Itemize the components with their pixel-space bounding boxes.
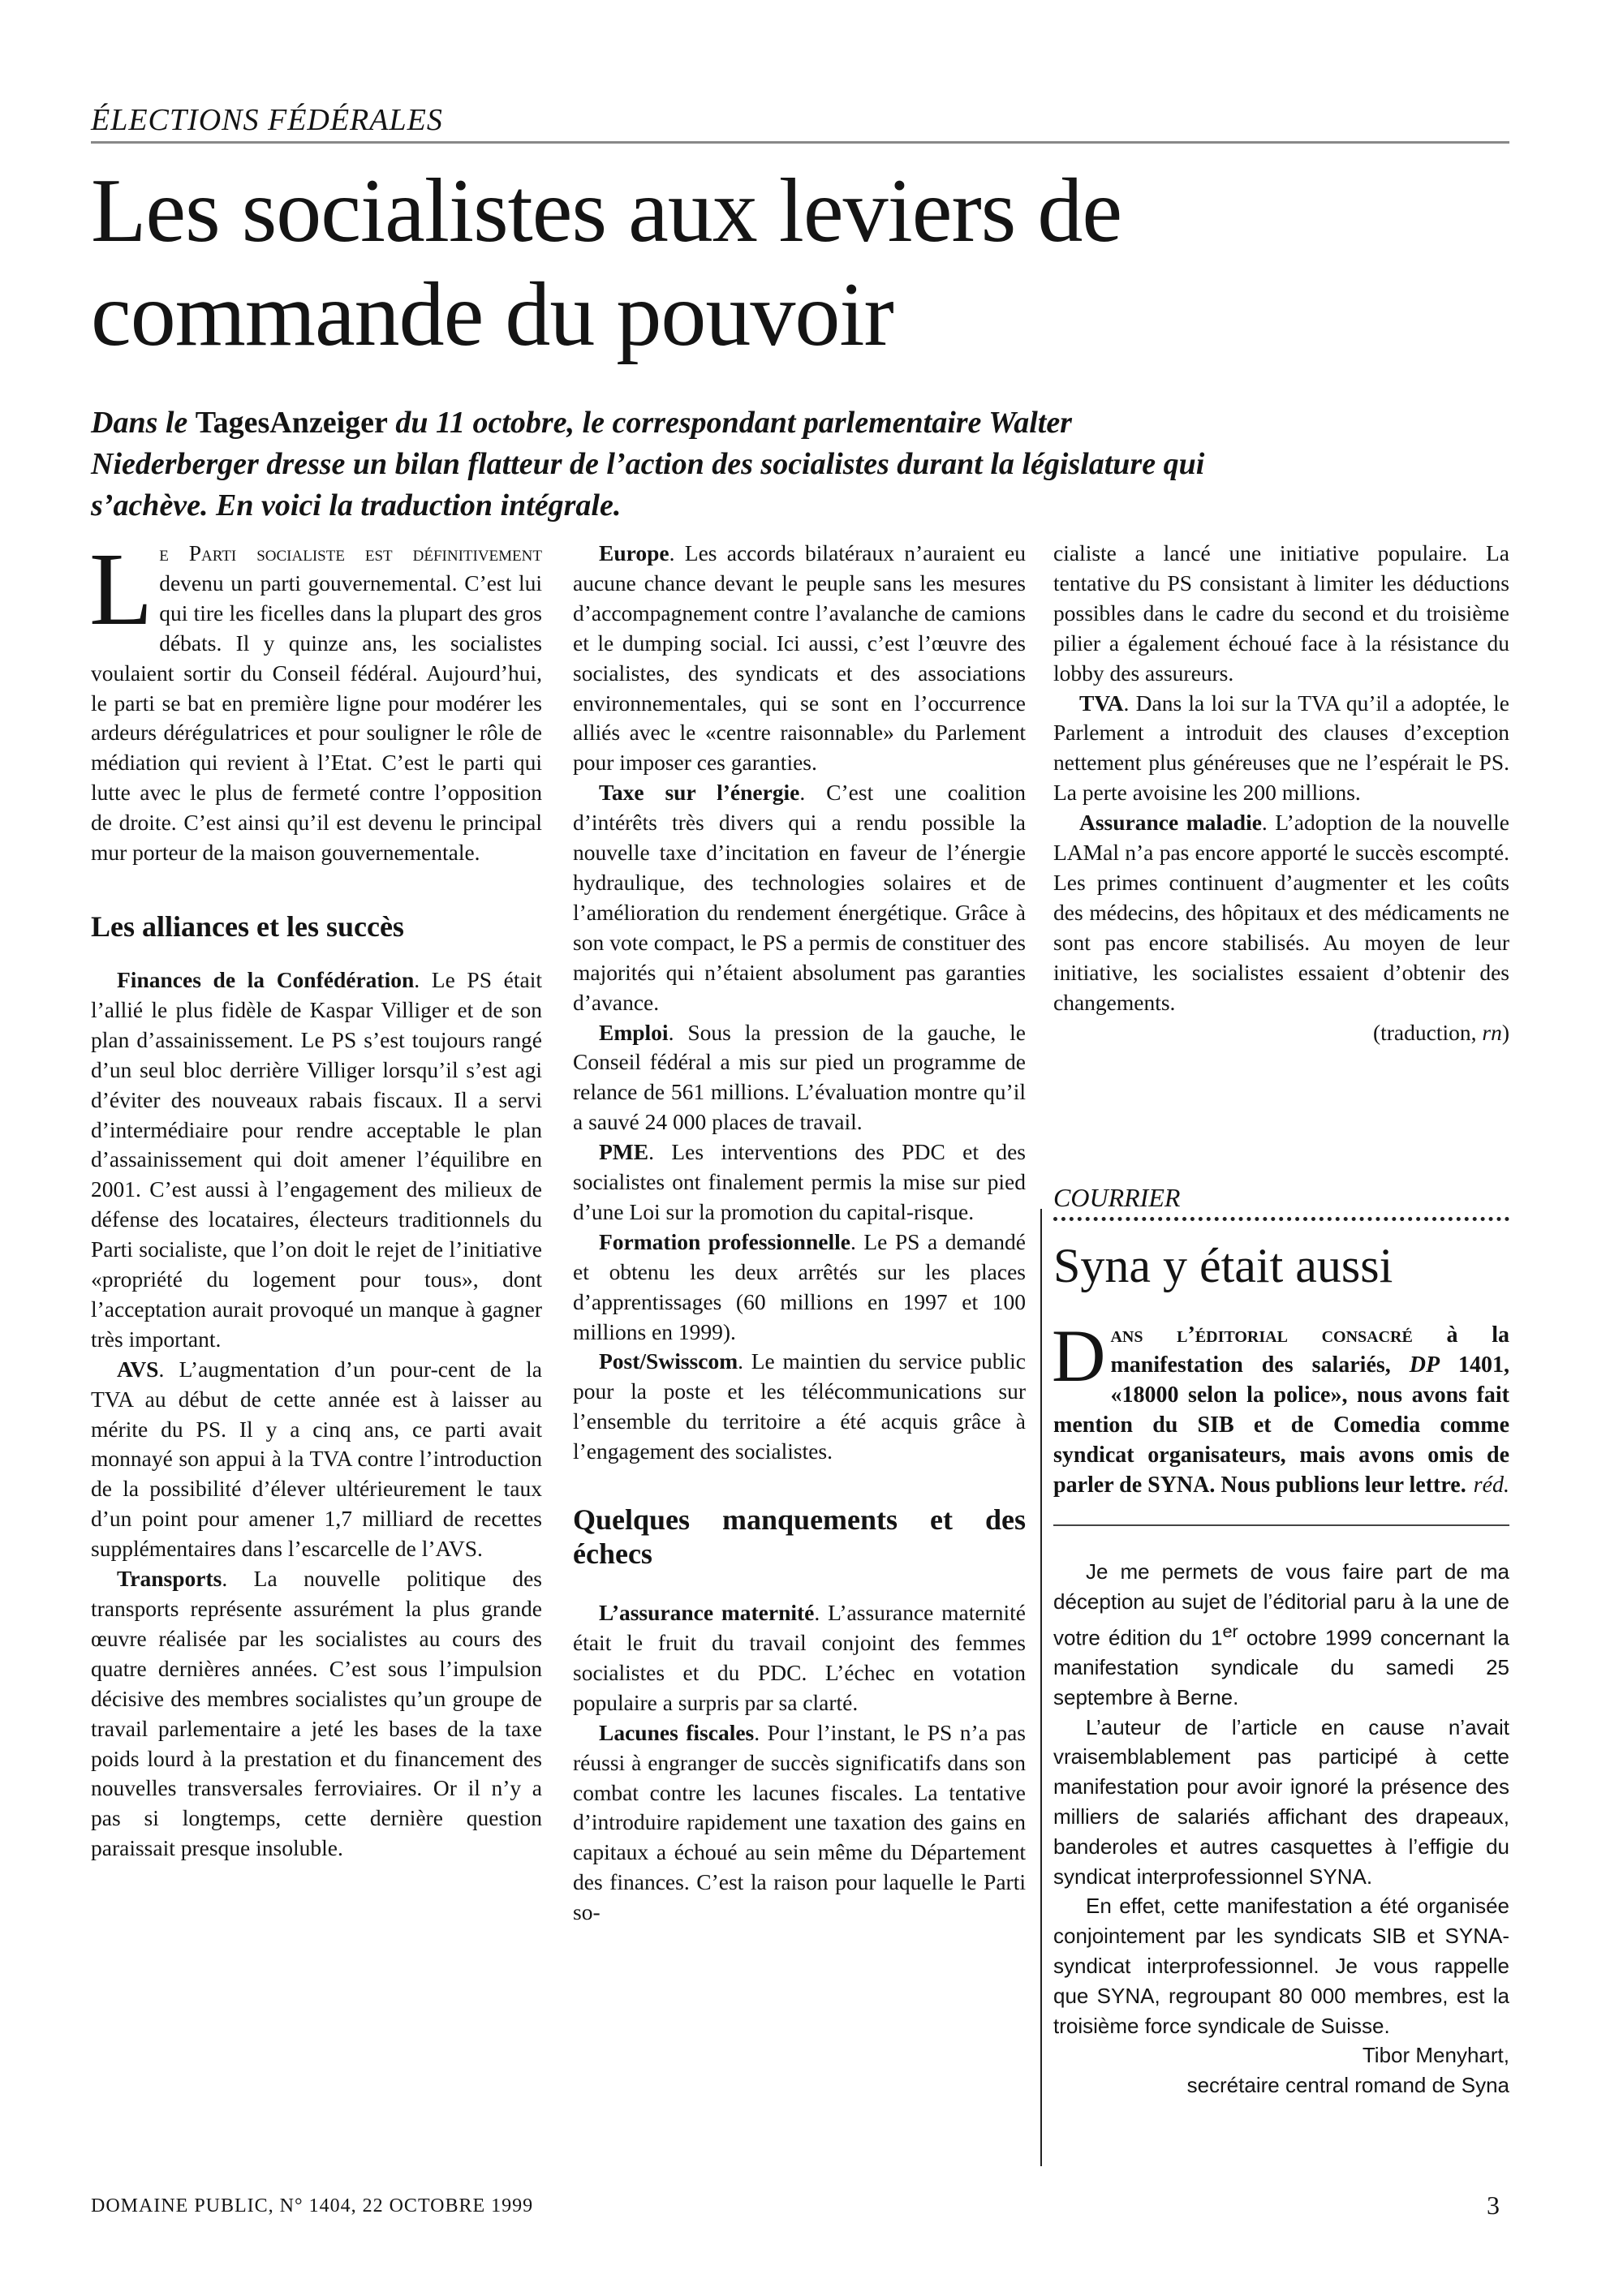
courrier-kicker: COURRIER <box>1053 1181 1509 1221</box>
letter-text: Je me permets de vous faire part de ma déception au sujet de l’éditorial paru à la une de votre édition du 1 <box>1053 1559 1509 1650</box>
item-text: . Pour l’instant, le PS n’a pas réussi à engranger de succès significatifs dans son combat contre les lacunes fiscales. La tentative d’introduire rapidement une taxation des gains en capitaux a échoué au sein même du Département des finances. C’est la raison pour laquelle le Parti so- <box>573 1719 1026 1925</box>
article-lead <box>91 402 1243 527</box>
item-text: . La nouvelle politique des transports représente assurément la plus grande œuvre réalisée par les socialistes au cours des quatre dernières années. C’est sous l’impulsion décisive des membres socialistes qu’un groupe de travail parlementaire a jeté les bases de la taxe poids lourd à la prestation et du financement des nouvelles transversales ferroviaires. Or il n’y a pas si longtemps, cette dernière question paraissait presque insoluble. <box>91 1566 542 1861</box>
item-formation <box>573 1228 1026 1348</box>
continuation-paragraph: cialiste a lancé une initiative populaire. La tentative du PS consistant à limiter les déductions possibles dans le cadre du second et du troisième pilier a également échoué face à la résistance du lobby des assureurs. <box>1053 540 1509 686</box>
lead-part-2: du 11 octobre, le correspondant parlementaire Walter Niederberger dresse un bilan flatteur de l’action des socialistes durant la législature qui s’achève. En voici la traduction intégrale. <box>91 406 1205 522</box>
intro-paragraph <box>89 531 542 868</box>
courrier-smallcaps: ans l’éditorial consacré <box>1110 1322 1413 1348</box>
item-keyword: Transports <box>117 1566 222 1592</box>
item-maladie <box>1053 808 1509 1017</box>
item-keyword: L’assurance maternité <box>599 1600 815 1626</box>
item-text: . L’assurance maternité était le fruit du travail conjoint des femmes socialistes et du PDC. L’échec en votation populaire a surpris par sa clarté. <box>573 1600 1026 1715</box>
item-text: . Le PS a demandé et obtenu les deux arrêtés sur les places d’apprentissages (60 millions en 1997 et 100 millions en 1999). <box>573 1228 1026 1344</box>
item-post <box>573 1347 1026 1467</box>
title-line-2: commande du pouvoir <box>91 264 893 365</box>
credit-initials: rn <box>1482 1019 1502 1045</box>
courrier-intro-text-2: 1401, «18000 selon la police», nous avons fait mention du SIB et de Comedia comme syndicat organisateurs, mais avons omis de parler de SYNA. Nous publions leur lettre. <box>1053 1352 1509 1498</box>
item-keyword: AVS <box>117 1356 159 1382</box>
footer-publication: DOMAINE PUBLIC, N° 1404, 22 OCTOBRE 1999 <box>91 2195 534 2216</box>
item-text: . Les interventions des PDC et des socialistes ont finalement permis la mise sur pied d’une Loi sur la promotion du capital-risque. <box>573 1139 1026 1224</box>
letter-paragraph-1 <box>1053 1557 1509 1713</box>
item-text: . L’augmentation d’un pour-cent de la TVA au début de cette année est à laisser au mérite du PS. Il y a cinq ans, ce parti avait monnayé son appui à la TVA contre l’introduction de la possibilité d’élever ultérieurement le taux d’un point pour amener 1,7 milliard de recettes supplémentaires dans l’escarcelle de l’AVS. <box>91 1356 542 1562</box>
item-text: . Dans la loi sur la TVA qu’il a adoptée, le Parlement a introduit des clauses d’exception nettement plus généreuses que ne l’espérait le PS. La perte avoisine les 200 millions. <box>1053 690 1509 806</box>
lead-part-1: Dans le <box>91 406 196 440</box>
column-rule <box>1040 1209 1042 2166</box>
lead-publication: TagesAnzeiger <box>195 406 388 440</box>
item-keyword: Finances de la Confédération <box>117 966 415 992</box>
section-heading-successes: Les alliances et les succès <box>91 909 404 943</box>
letter-paragraph-3: En effet, cette manifestation a été organisée conjointement par les syndicats SIB et SYNA-syndicat interprofessionnel. Je vous rappelle que SYNA, regroupant 80 000 membres, est la troisième force syndicale de Suisse. <box>1053 1894 1509 2038</box>
drop-cap: L <box>89 531 153 647</box>
item-text: . C’est une coalition d’intérêts très divers qui a rendu possible la nouvelle taxe d’incitation en faveur de l’énergie hydraulique, des technologies solaires et de l’amélioration du rendement énergétique. Grâce à son vote compact, le PS a permis de constituer des majorités qui n’étaient absolument pas garanties d’avance. <box>573 780 1026 1015</box>
letter-paragraph-2: L’auteur de l’article en cause n’avait vraisemblablement pas participé à cette manifestation pour avoir ignoré la présence des milliers de salariés affichant des drapeaux, banderoles et autres casquettes à l’effigie du syndicat interprofessionnel SYNA. <box>1053 1714 1509 1889</box>
article-title <box>91 159 1519 367</box>
item-tva <box>1053 689 1509 809</box>
column-3 <box>1053 539 1509 1047</box>
intro-smallcaps: e Parti socialiste est définitivement <box>159 540 542 565</box>
courrier-section <box>1053 1181 1509 2100</box>
item-keyword: Emploi <box>599 1019 669 1045</box>
item-emploi <box>573 1018 1026 1138</box>
page-number: 3 <box>1487 2191 1500 2220</box>
item-europe <box>573 539 1026 778</box>
courrier-intro-text: à la manifestation des salariés, <box>1110 1322 1509 1378</box>
title-line-1: Les socialistes aux leviers de <box>91 161 1122 261</box>
item-lacunes <box>573 1718 1026 1928</box>
courrier-drop-cap: D <box>1052 1314 1106 1397</box>
letter-sup: er <box>1222 1620 1238 1641</box>
reader-letter <box>1053 1557 1509 2100</box>
letter-text-2: octobre 1999 concernant la manifestation syndicale du samedi 25 septembre à Berne. <box>1053 1625 1509 1709</box>
item-keyword: Europe <box>599 540 669 565</box>
item-keyword: TVA <box>1079 690 1124 716</box>
item-keyword: Lacunes fiscales <box>599 1719 755 1745</box>
credit-text: (traduction, <box>1372 1019 1483 1045</box>
item-text: . L’adoption de la nouvelle LAMal n’a pas encore apporté le succès escompté. Les primes continuent d’augmenter et les coûts des médecins, des hôpitaux et des médicaments ne sont pas encore stabilisés. Au moyen de leur initiative, les socialistes essaient d’obtenir des changements. <box>1053 810 1509 1015</box>
courrier-title: Syna y était aussi <box>1053 1239 1393 1292</box>
item-text: . Les accords bilatéraux n’auraient eu aucune chance devant le peuple sans les mesures d’accompagnement contre l’avalanche de camions et le dumping social. Ici aussi, c’est l’œuvre des socialistes, des syndicats et des associations environnementales, qui se sont en l’occurrence alliés avec le «centre raisonnable» du Parlement pour imposer ces garanties. <box>573 540 1026 776</box>
editor-mark: réd. <box>1473 1473 1509 1498</box>
letter-signature-role: secrétaire central romand de Syna <box>1186 2073 1509 2098</box>
courrier-intro-dp: DP <box>1409 1352 1440 1378</box>
item-finances <box>91 965 542 1355</box>
column-1 <box>89 531 542 1864</box>
column-2 <box>573 539 1026 1928</box>
item-text: . Le maintien du service public pour la poste et les télécommunications sur l’ensemble du territoire a été acquis grâce à l’engagement des socialistes. <box>573 1348 1026 1464</box>
item-pme <box>573 1137 1026 1228</box>
courrier-rule <box>1053 1524 1509 1526</box>
item-transports <box>91 1564 542 1864</box>
intro-text: devenu un parti gouvernemental. C’est lui qui tire les ficelles dans la plupart des gros débats. Il y quinze ans, les socialistes voulaient sortir du Conseil fédéral. Aujourd’hui, le parti se bat en première ligne pour modérer les ardeurs dérégulatrices et pour souligner le rôle de médiation qui revient à l’Etat. C’est le parti qui lutte avec le plus de fermeté contre l’opposition de droite. C’est ainsi qu’il est devenu le principal mur porteur de la maison gouvernementale. <box>91 570 542 866</box>
item-maternite <box>573 1598 1026 1718</box>
item-text: . Le PS était l’allié le plus fidèle de Kaspar Villiger et de son plan d’assainissement. Le PS s’est toujours rangé d’un seul bloc derrière Villiger lorsqu’il s’est agi d’éviter des nouveaux rabais fiscaux. Il a servi d’intermédiaire pour rendre acceptable le plan d’assainissement qui doit amener l’équilibre en 2001. C’est aussi à l’engagement des milieux de défense des locataires, électeurs traditionnels du Parti socialiste, que l’on doit le rejet de l’initiative «propriété du logement pour tous», dont l’acceptation aurait provoqué un manque à gagner très important. <box>91 966 542 1352</box>
item-keyword: Formation professionnelle <box>599 1228 850 1254</box>
item-keyword: Taxe sur l’énergie <box>599 780 800 806</box>
item-energie <box>573 778 1026 1017</box>
letter-signature-name: Tibor Menyhart, <box>1362 2043 1509 2068</box>
item-keyword: Post/Swisscom <box>599 1348 738 1374</box>
section-rubric: ÉLECTIONS FÉDÉRALES <box>91 102 1509 144</box>
item-keyword: PME <box>599 1139 649 1165</box>
courrier-intro <box>1052 1314 1509 1500</box>
item-avs <box>91 1355 542 1564</box>
section-heading-failures: Quelques manquements et des échecs <box>573 1503 1026 1571</box>
item-keyword: Assurance maladie <box>1079 810 1262 836</box>
credit-close: ) <box>1501 1019 1509 1045</box>
translation-credit <box>1053 1018 1509 1048</box>
item-text: . Sous la pression de la gauche, le Conseil fédéral a mis sur pied un programme de relance de 561 millions. L’évaluation montre qu’il a sauvé 24 000 places de travail. <box>573 1019 1026 1135</box>
